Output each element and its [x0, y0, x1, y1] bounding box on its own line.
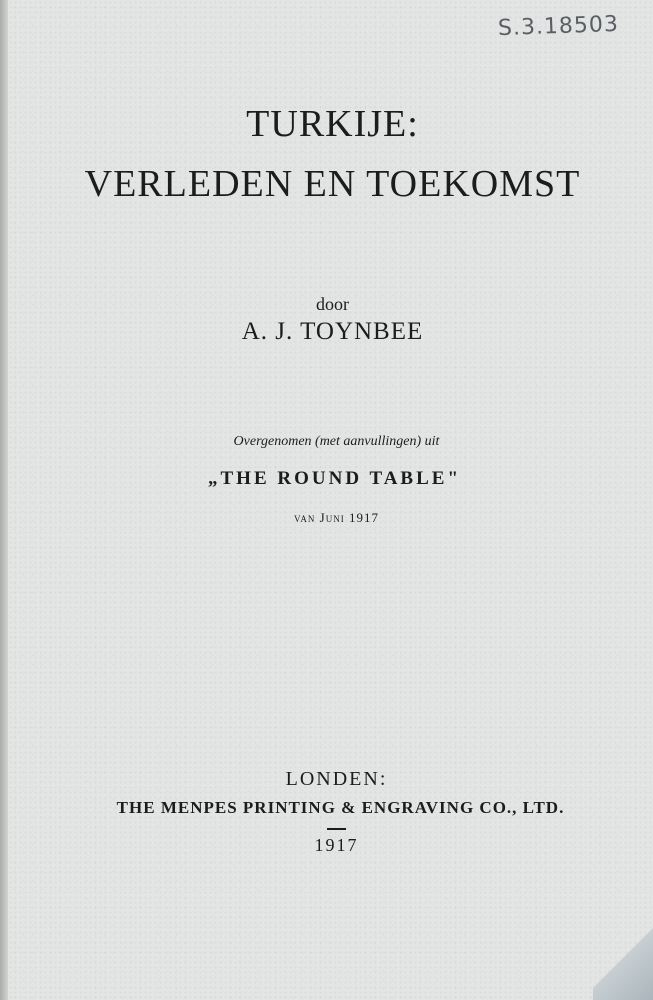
source-title: „THE ROUND TABLE"	[208, 468, 461, 489]
imprint-rule	[327, 828, 346, 830]
title-line-1: TURKIJE:	[246, 103, 419, 145]
imprint-publisher: THE MENPES PRINTING & ENGRAVING CO., LTD.	[116, 798, 565, 817]
title-line-2: VERLEDEN EN TOEKOMST	[84, 163, 581, 205]
handwritten-shelfmark: S.3.18503	[497, 11, 620, 42]
source-note: Overgenomen (met aanvullingen) uit	[233, 434, 440, 449]
author-name: A. J. TOYNBEE	[241, 318, 424, 345]
source-date: van Juni 1917	[294, 510, 379, 525]
byline-door: door	[316, 294, 349, 314]
imprint-year: 1917	[314, 835, 359, 855]
folded-corner	[593, 920, 653, 1000]
imprint-city: LONDEN:	[285, 768, 388, 790]
